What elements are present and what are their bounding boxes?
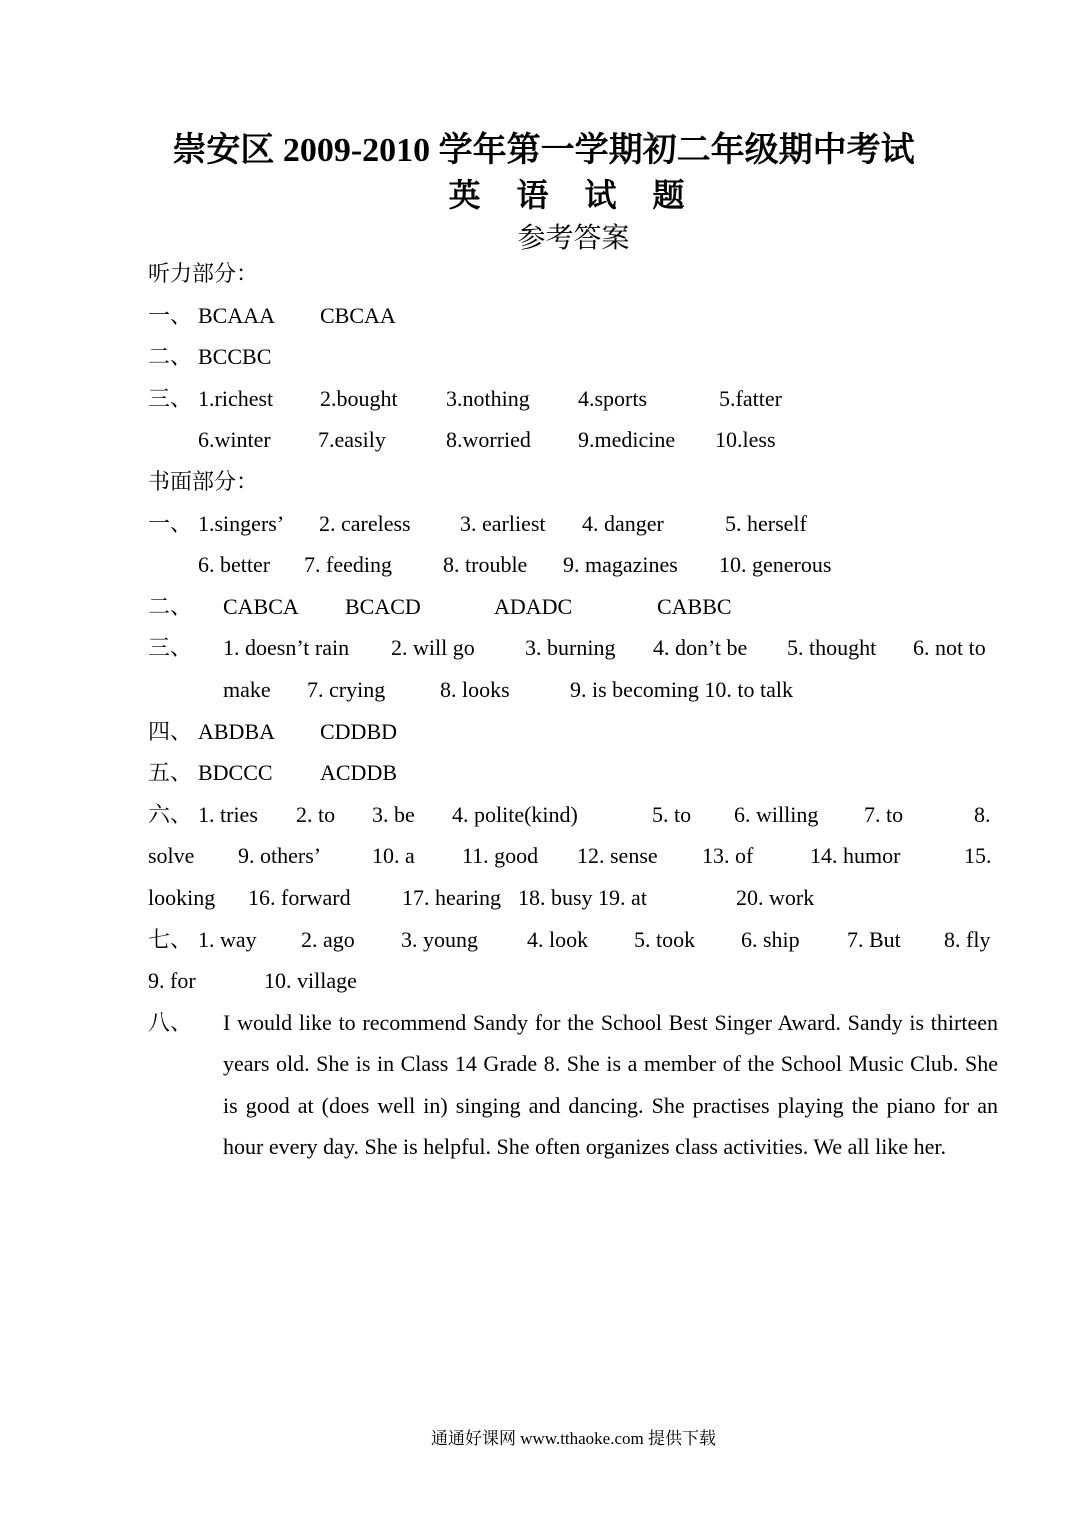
writing-section-1-row-1 — [148, 503, 998, 545]
document-title: 崇安区 2009-2010 学年第一学期初二年级期中考试 — [172, 132, 915, 169]
answer-item: 5. took — [634, 926, 696, 952]
writing-section-5 — [148, 752, 998, 794]
answer-item: 4.sports — [578, 385, 648, 411]
section-label: 八、 — [148, 1009, 193, 1035]
answer-item: 16. forward — [248, 884, 351, 910]
answer-item: 7. to — [864, 801, 904, 827]
answer-item: 15. — [964, 843, 992, 869]
answer-item: 8. looks — [440, 676, 510, 702]
answer-item: 9. is becoming 10. to talk — [570, 676, 794, 702]
answer-item: 2. will go — [391, 635, 475, 661]
writing-section-4 — [148, 711, 998, 753]
answer-item: 1. way — [198, 926, 257, 952]
answer-item: 13. of — [702, 843, 754, 869]
answer-group: BDCCC — [198, 760, 273, 786]
answer-group: BCACD — [345, 593, 421, 619]
essay-paragraph: I would like to recommend Sandy for the School Best Singer Award. Sandy is thirteen years old. She is in Class 14 Grade 8. She is a member of the School Music Club. She is good at (does well in) singing and dancing. She practises playing the piano for an hour every day. She is helpful. She often organizes class activities. We all like her. — [223, 1009, 998, 1160]
answer-item: 10.less — [715, 427, 776, 453]
answer-item: 20. work — [736, 884, 815, 910]
section-label: 一、 — [148, 510, 193, 536]
answer-item: 9. others’ — [238, 843, 322, 869]
answer-group: ADADC — [494, 593, 573, 619]
answer-item: 7. crying — [307, 676, 386, 702]
answer-item: 5.fatter — [719, 385, 782, 411]
answer-item: solve — [148, 843, 195, 869]
answer-group: ABDBA — [198, 718, 276, 744]
section-label: 三、 — [148, 635, 193, 661]
section-label: 七、 — [148, 926, 193, 952]
answer-item: 5. to — [652, 801, 692, 827]
answer-item: 8. trouble — [443, 552, 528, 578]
answer-item: looking — [148, 884, 216, 910]
answer-item: 2.bought — [320, 385, 398, 411]
document-subtitle: 英 语 试 题 — [448, 177, 699, 213]
answer-item: 6. better — [198, 552, 271, 578]
answer-group: BCCBC — [198, 344, 272, 370]
listening-section-2 — [148, 336, 998, 378]
answer-item: 7.easily — [318, 427, 386, 453]
writing-section-6-row-2 — [148, 835, 998, 877]
writing-section-6-row-3 — [148, 877, 998, 919]
answer-item: 14. humor — [810, 843, 901, 869]
answer-item: make — [223, 676, 271, 702]
answer-item: 10. a — [372, 843, 415, 869]
answer-item: 7. feeding — [304, 552, 392, 578]
answer-item: 8. — [974, 801, 991, 827]
listening-section-3-row-1 — [148, 378, 998, 420]
answer-item: 8. fly — [944, 926, 991, 952]
answer-item: 18. busy 19. at — [518, 884, 647, 910]
footer-text: 通通好课网 www.tthaoke.com 提供下载 — [430, 1429, 717, 1448]
writing-section-3-row-1 — [148, 627, 998, 669]
answer-item: 4. don’t be — [653, 635, 748, 661]
answer-item: 9. for — [148, 968, 196, 994]
answer-item: 2. careless — [319, 510, 411, 536]
writing-section-7-row-1 — [148, 919, 998, 961]
answer-group: CABBC — [657, 593, 732, 619]
answer-item: 1.singers’ — [198, 510, 285, 536]
answer-key-label: 参考答案 — [517, 223, 630, 254]
answer-item: 2. ago — [301, 926, 355, 952]
answer-group: BCAAA — [198, 302, 276, 328]
writing-heading: 书面部分： — [148, 468, 259, 494]
answer-item: 10. village — [264, 968, 357, 994]
answer-item: 9. magazines — [563, 552, 678, 578]
section-label: 二、 — [148, 593, 193, 619]
answer-item: 3.nothing — [446, 385, 530, 411]
answer-item: 3. be — [372, 801, 415, 827]
answer-item: 11. good — [462, 843, 539, 869]
writing-section-3-row-2 — [148, 669, 998, 711]
writing-section-2 — [148, 586, 998, 628]
section-label: 四、 — [148, 718, 193, 744]
section-label: 六、 — [148, 801, 193, 827]
writing-section-8 — [148, 1002, 998, 1168]
answer-item: 8.worried — [446, 427, 531, 453]
answer-content — [148, 253, 998, 1168]
answer-group: ACDDB — [320, 760, 398, 786]
answer-group: CABCA — [223, 593, 299, 619]
writing-section-1-row-2 — [148, 544, 998, 586]
answer-item: 12. sense — [577, 843, 658, 869]
answer-item: 4. look — [527, 926, 589, 952]
answer-item: 10. generous — [719, 552, 832, 578]
listening-section-1 — [148, 295, 998, 337]
listening-heading: 听力部分： — [148, 261, 259, 286]
answer-item: 6. not to — [913, 635, 986, 661]
section-label: 一、 — [148, 302, 193, 328]
listening-section-3-row-2 — [148, 419, 998, 461]
answer-item: 6. willing — [734, 801, 819, 827]
answer-item: 3. earliest — [460, 510, 546, 536]
answer-item: 2. to — [296, 801, 336, 827]
answer-item: 6.winter — [198, 427, 271, 453]
section-label: 五、 — [148, 760, 193, 786]
answer-item: 1. doesn’t rain — [223, 635, 350, 661]
answer-group: CDDBD — [320, 718, 398, 744]
answer-item: 4. polite(kind) — [452, 801, 578, 827]
answer-item: 5. thought — [787, 635, 877, 661]
answer-item: 1.richest — [198, 385, 274, 411]
answer-item: 9.medicine — [578, 427, 676, 453]
answer-item: 1. tries — [198, 801, 258, 827]
answer-item: 5. herself — [725, 510, 807, 536]
answer-item: 7. But — [847, 926, 901, 952]
answer-item: 3. burning — [525, 635, 616, 661]
answer-item: 3. young — [401, 926, 478, 952]
section-label: 三、 — [148, 385, 193, 411]
answer-group: CBCAA — [320, 302, 396, 328]
writing-section-7-row-2 — [148, 960, 998, 1002]
writing-section-6-row-1 — [148, 794, 998, 836]
answer-item: 4. danger — [582, 510, 664, 536]
answer-item: 17. hearing — [402, 884, 501, 910]
answer-item: 6. ship — [741, 926, 800, 952]
section-label: 二、 — [148, 344, 193, 370]
